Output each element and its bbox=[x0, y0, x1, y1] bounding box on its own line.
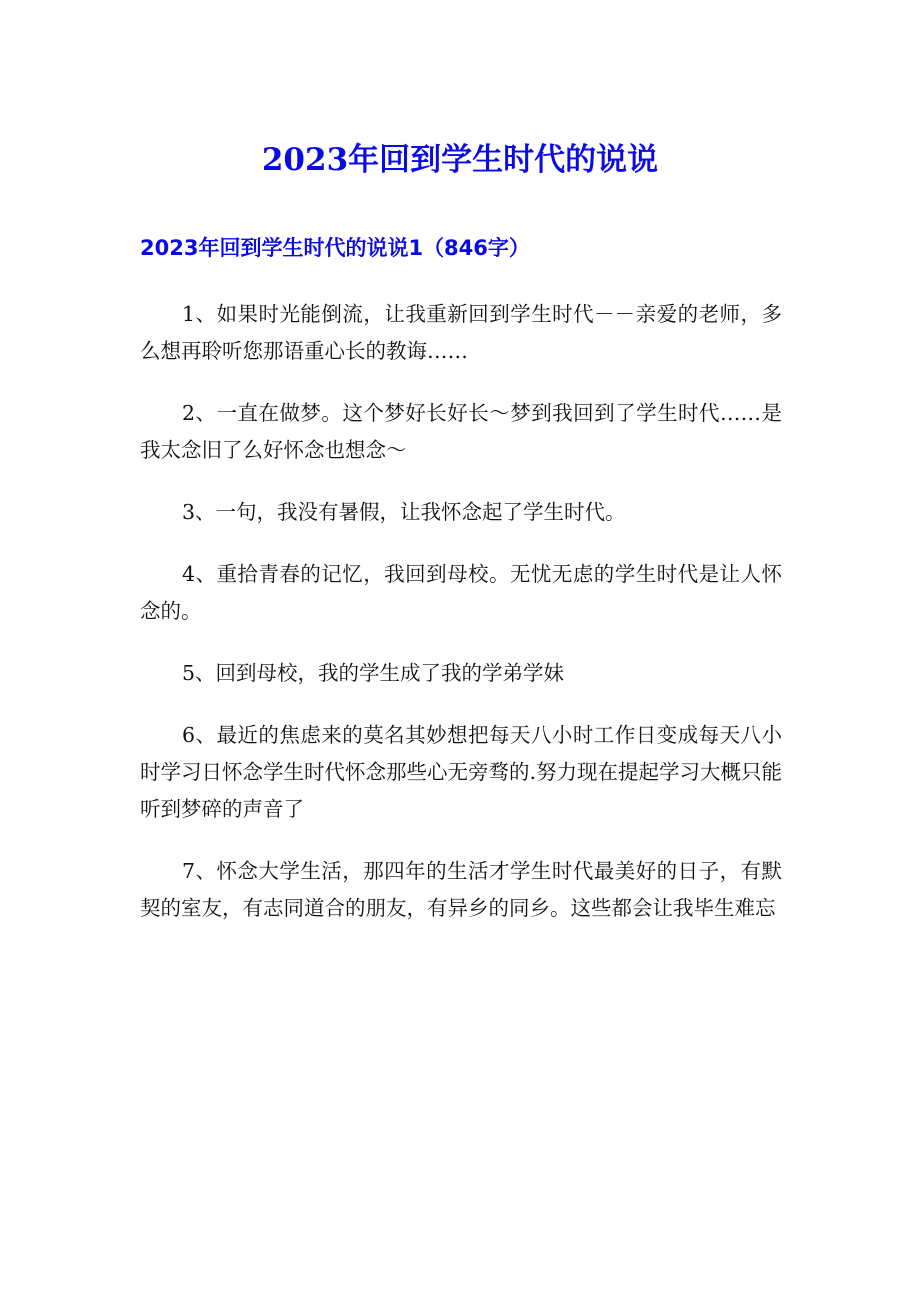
paragraph-3: 3、一句，我没有暑假，让我怀念起了学生时代。 bbox=[182, 500, 626, 524]
page-title: 2023年回到学生时代的说说 bbox=[261, 142, 659, 178]
paragraph-6: 6、最近的焦虑来的莫名其妙想把每天八小时工作日变成每天八小时学习日怀念学生时代怀念那些心无旁骛的.努力现在提起学习大概只能听到梦碎的声音了 bbox=[140, 723, 783, 821]
paragraph-5: 5、回到母校，我的学生成了我的学弟学妹 bbox=[182, 661, 565, 685]
paragraph-list bbox=[140, 296, 782, 952]
paragraph-4: 4、重拾青春的记忆，我回到母校。无忧无虑的学生时代是让人怀念的。 bbox=[140, 562, 782, 623]
paragraph-2: 2、一直在做梦。这个梦好长好长～梦到我回到了学生时代……是我太念旧了么好怀念也想念～ bbox=[140, 401, 782, 462]
paragraph-7: 7、怀念大学生活，那四年的生活才学生时代最美好的日子，有默契的室友，有志同道合的朋友，有异乡的同乡。这些都会让我毕生难忘 bbox=[140, 859, 782, 920]
section-heading: 2023年回到学生时代的说说1（846字） bbox=[140, 236, 530, 260]
paragraph-1: 1、如果时光能倒流，让我重新回到学生时代－－亲爱的老师，多么想再聆听您那语重心长的教诲…… bbox=[140, 302, 782, 363]
